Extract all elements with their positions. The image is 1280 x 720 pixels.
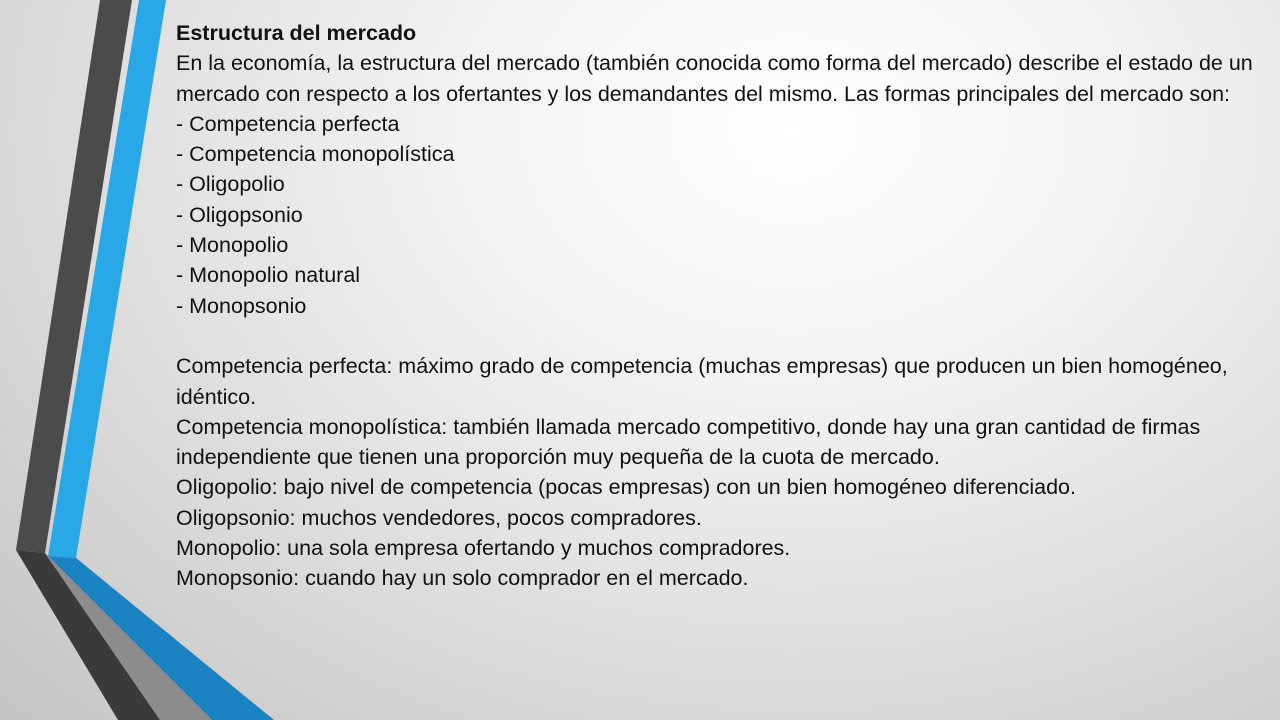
definition-monopolistic-competition: Competencia monopolística: también llamada mercado competitivo, donde hay una gran cantidad de firmas independiente que tienen una proporción muy pequeña de la cuota de mercado. [176,414,1201,470]
definition-oligopsony: Oligopsonio: muchos vendedores, pocos compradores. [176,505,702,530]
list-item: - Monopolio [176,233,289,258]
definition-monopsony: Monopsonio: cuando hay un solo comprador en el mercado. [176,566,749,591]
list-item: - Oligopsonio [176,202,303,227]
definition-monopoly: Monopolio: una sola empresa ofertando y muchos compradores. [176,536,791,561]
market-forms-list [176,109,1256,321]
list-item: - Competencia monopolística [176,142,455,167]
list-item: - Monopolio natural [176,263,361,288]
intro-paragraph: En la economía, la estructura del mercado (también conocida como forma del mercado) describe el estado de un mercado con respecto a los ofertantes y los demandantes del mismo. Las formas principales del mercado son: [176,51,1253,106]
slide-content [176,18,1256,594]
slide-title: Estructura del mercado [176,21,417,45]
list-item: - Oligopolio [176,172,285,197]
spacer [176,321,1256,351]
definition-oligopoly: Oligopolio: bajo nivel de competencia (pocas empresas) con un bien homogéneo diferenciado. [176,475,1076,500]
definition-perfect-competition: Competencia perfecta: máximo grado de competencia (muchas empresas) que producen un bien homogéneo, idéntico. [176,354,1228,409]
list-item: - Monopsonio [176,293,307,318]
list-item: - Competencia perfecta [176,111,400,136]
